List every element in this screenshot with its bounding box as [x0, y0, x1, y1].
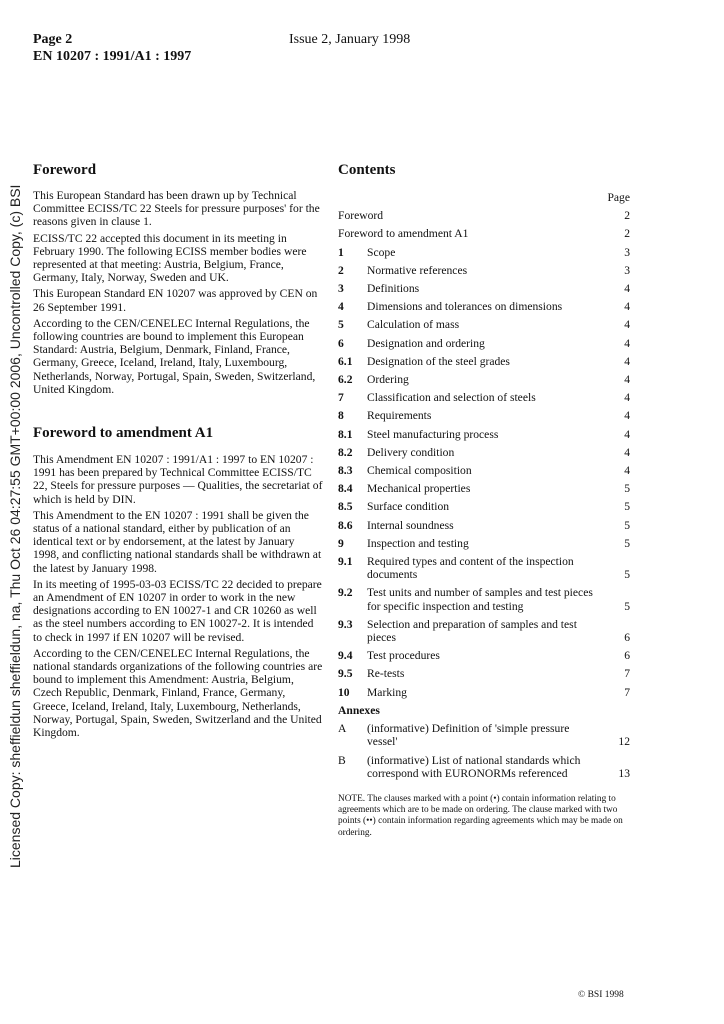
toc-entry-number: 6.1 [338, 354, 353, 368]
toc-entry-page: 3 [624, 263, 630, 277]
toc-entry-page: 6 [624, 631, 630, 645]
toc-entry[interactable] [338, 428, 630, 441]
toc-entry[interactable] [338, 686, 630, 699]
toc-entry[interactable] [338, 391, 630, 404]
toc-entry-page: 4 [624, 354, 630, 368]
toc-entry-page: 4 [624, 427, 630, 441]
toc-entry[interactable] [338, 227, 630, 240]
toc-entry[interactable] [338, 446, 630, 459]
toc-entry-page: 6 [624, 649, 630, 663]
toc-entry-title: Steel manufacturing process [367, 427, 499, 441]
paragraph: This European Standard EN 10207 was approved by CEN on 26 September 1991. [33, 287, 318, 314]
toc-entry-number: 4 [338, 300, 344, 314]
toc-entry-page: 4 [624, 445, 630, 459]
toc-entry-number: A [338, 722, 347, 736]
toc-entry-title: (informative) List of national standards which correspond with EURONORMs referenced [367, 753, 581, 780]
toc-entry-page: 5 [624, 518, 630, 532]
toc-entry[interactable] [338, 555, 630, 581]
toc-entry-title: (informative) Definition of 'simple pressure vessel' [367, 722, 570, 749]
toc-entry-number: 5 [338, 318, 344, 332]
toc-entry[interactable] [338, 373, 630, 386]
toc-entry-page: 4 [624, 300, 630, 314]
page-number: Page 2 [33, 32, 73, 47]
toc-entry-number: 1 [338, 245, 344, 259]
toc-entry-number: 8.1 [338, 427, 353, 441]
toc-entry[interactable] [338, 318, 630, 331]
toc-entry-number: 8.3 [338, 464, 353, 478]
toc-entry-number: B [338, 753, 346, 767]
toc-entry[interactable] [338, 409, 630, 422]
toc-entry[interactable] [338, 482, 630, 495]
toc-entry-number: 8.6 [338, 518, 353, 532]
toc-entry-number: 9.2 [338, 586, 353, 600]
toc-entry[interactable] [338, 209, 630, 222]
paragraph: In its meeting of 1995-03-03 ECISS/TC 22 decided to prepare an Amendment of EN 10207 in order to work in the new designations according to EN 10027-1 and CR 10260 as well as the steel numbers according to EN 10027-2. It is intended to check in 1997 if EN 10207 will be revised. [33, 577, 322, 644]
toc-entry[interactable] [338, 722, 630, 748]
toc-entry[interactable] [338, 246, 630, 259]
toc-entry[interactable] [338, 754, 630, 780]
toc-entry-page: 2 [624, 227, 630, 241]
toc-entry-page: 7 [624, 685, 630, 699]
toc-entry[interactable] [338, 649, 630, 662]
toc-entry-page: 5 [624, 536, 630, 550]
toc-entry-page: 4 [624, 282, 630, 296]
toc-entry-page: 5 [624, 568, 630, 582]
toc-entry-page: 4 [624, 336, 630, 350]
amendment-body [33, 453, 323, 739]
toc-entry-title: Test units and number of samples and test pieces for specific inspection and testing [367, 586, 593, 613]
contents-section [338, 161, 630, 839]
toc-entry-number: 9 [338, 536, 344, 550]
toc-entry[interactable] [338, 500, 630, 513]
toc-entry-page: 5 [624, 500, 630, 514]
toc-entry-number: 9.3 [338, 617, 353, 631]
toc-entry-page: 12 [618, 735, 630, 749]
toc-entry-title: Selection and preparation of samples and test pieces [367, 617, 577, 645]
toc-entry[interactable] [338, 618, 630, 644]
standard-number: EN 10207 : 1991/A1 : 1997 [33, 49, 192, 64]
toc-entry-number: 8.2 [338, 445, 353, 459]
toc-entry-title: Internal soundness [367, 518, 454, 532]
toc-entry-page: 3 [624, 245, 630, 259]
contents-note: NOTE. The clauses marked with a point (•) contain information relating to agreements which are to be made on ordering. The clause marked with two points (••) contain information regarding agreements which may be made on ordering. [338, 793, 623, 838]
toc-entry-title: Calculation of mass [367, 318, 460, 332]
toc-entry-number: 2 [338, 263, 344, 277]
toc-entry-title: Definitions [367, 282, 420, 296]
toc-entry-title: Scope [367, 245, 396, 259]
toc-entry[interactable] [338, 464, 630, 477]
toc-entry-number: 6.2 [338, 373, 353, 387]
toc-entry-page: 4 [624, 318, 630, 332]
toc-entry-page: 5 [624, 599, 630, 613]
copyright: © BSI 1998 [578, 990, 624, 1000]
license-side-text: Licensed Copy: sheffieldun sheffieldun, na, Thu Oct 26 04:27:55 GMT+00:00 2006, Uncontrolled Copy, (c) BSI [7, 184, 23, 868]
annex-list [338, 722, 630, 780]
toc-entry-page: 7 [624, 667, 630, 681]
toc-entry-title: Test procedures [367, 649, 440, 663]
toc-entry-title: Marking [367, 685, 407, 699]
toc-entry-title: Re-tests [367, 667, 405, 681]
toc-page-label: Page [607, 191, 630, 204]
toc-entry[interactable] [338, 300, 630, 313]
foreword-heading: Foreword [33, 162, 97, 178]
toc-entry[interactable] [338, 355, 630, 368]
toc-entry-title: Chemical composition [367, 464, 472, 478]
toc-entry-number: 8.4 [338, 482, 353, 496]
toc-entry[interactable] [338, 282, 630, 295]
toc-entry-title: Normative references [367, 263, 468, 277]
amendment-section [33, 424, 323, 742]
toc-entry-title: Delivery condition [367, 445, 455, 459]
paragraph: This Amendment to the EN 10207 : 1991 shall be given the status of a national standard, either by publication of an identical text or by endorsement, at the latest by January 1998, and conflicting national standards shall be withdrawn at the latest by January 1998. [33, 508, 322, 575]
paragraph: According to the CEN/CENELEC Internal Regulations, the national standards organizations of the following countries are bound to implement this Amendment: Austria, Belgium, Czech Republic, Denmark, Finland, France, Germany, Greece, Iceland, Ireland, Italy, Luxembourg, Netherlands, Norway, Portugal, Spain, Sweden, Switzerland and the United Kingdom. [33, 646, 323, 740]
toc-entry[interactable] [338, 337, 630, 350]
contents-heading: Contents [338, 162, 396, 178]
paragraph: ECISS/TC 22 accepted this document in its meeting in February 1990. The following ECISS member bodies were represented at that meeting: Austria, Belgium, France, Germany, Italy, Norway, Sweden and UK. [33, 231, 307, 285]
toc-entry[interactable] [338, 519, 630, 532]
toc-entry-title: Designation and ordering [367, 336, 485, 350]
toc-entry-page: 4 [624, 391, 630, 405]
toc-entry-page: 13 [618, 766, 630, 780]
toc-entry-number: 3 [338, 282, 344, 296]
foreword-section [33, 161, 323, 399]
toc-entry-title: Requirements [367, 409, 432, 423]
toc-entry-title: Mechanical properties [367, 482, 471, 496]
toc-entry-title: Dimensions and tolerances on dimensions [367, 300, 563, 314]
toc-entry-title: Classification and selection of steels [367, 391, 536, 405]
amendment-heading: Foreword to amendment A1 [33, 425, 214, 441]
toc-entry-page: 5 [624, 482, 630, 496]
toc-entry-title: Foreword [338, 209, 384, 223]
toc-entry-title: Surface condition [367, 500, 450, 514]
toc-entry-number: 10 [338, 685, 350, 699]
toc-entry-number: 8 [338, 409, 344, 423]
toc-entry-page: 4 [624, 464, 630, 478]
toc-entry[interactable] [338, 667, 630, 680]
issue-date: Issue 2, January 1998 [289, 32, 411, 47]
annexes-heading: Annexes [338, 703, 380, 717]
toc-entry-page: 2 [624, 209, 630, 223]
paragraph: This European Standard has been drawn up by Technical Committee ECISS/TC 22 Steels for pressure purposes' for the reasons given in clause 1. [33, 189, 320, 229]
toc-entry-title: Foreword to amendment A1 [338, 227, 469, 241]
toc-entry-title: Required types and content of the inspection documents [367, 555, 574, 582]
toc-entry[interactable] [338, 264, 630, 277]
toc-entry-page: 4 [624, 409, 630, 423]
toc-entry-title: Inspection and testing [367, 536, 469, 550]
paragraph: According to the CEN/CENELEC Internal Regulations, the following countries are bound to implement this European Standard: Austria, Belgium, Denmark, Finland, France, Germany, Greece, Iceland, Ireland, Italy, Luxembourg, Netherlands, Norway, Portugal, Spain, Sweden, Switzerland, United Kingdom. [33, 316, 316, 396]
toc-entry-title: Ordering [367, 373, 409, 387]
toc-entry-number: 8.5 [338, 500, 353, 514]
toc-entry-title: Designation of the steel grades [367, 354, 510, 368]
toc-entry-page: 4 [624, 373, 630, 387]
toc-entry[interactable] [338, 537, 630, 550]
toc-entry-number: 6 [338, 336, 344, 350]
toc-entry-number: 9.4 [338, 649, 353, 663]
toc-entry-number: 7 [338, 391, 344, 405]
toc-entry-number: 9.5 [338, 667, 353, 681]
toc-entry-number: 9.1 [338, 555, 353, 569]
paragraph: This Amendment EN 10207 : 1991/A1 : 1997 to EN 10207 : 1991 has been prepared by Technical Committee ECISS/TC 22, Steels for pressure purposes — Qualities, the secretariat of which is held by DIN. [33, 453, 323, 506]
foreword-body [33, 189, 323, 396]
toc-list [338, 209, 630, 699]
toc-entry[interactable] [338, 586, 630, 612]
